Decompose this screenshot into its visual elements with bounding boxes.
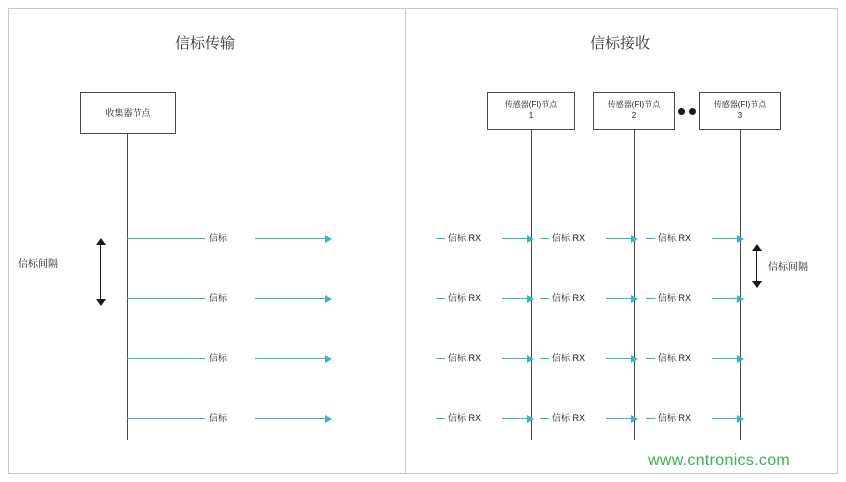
rx-line-segment — [540, 418, 549, 419]
timeline-sensor-1 — [531, 130, 532, 440]
rx-line-segment — [712, 298, 738, 299]
rx-line-segment — [606, 298, 632, 299]
rx-line-segment — [646, 298, 655, 299]
timeline-collector — [127, 134, 128, 440]
beacon-row — [127, 412, 332, 426]
node-sensor-2-label: 传感器(FI)节点 — [607, 100, 661, 110]
rx-line-segment — [436, 298, 445, 299]
ellipsis-dots-icon — [678, 108, 696, 115]
panel-divider — [405, 8, 406, 474]
beacon-line-segment — [127, 298, 205, 299]
node-sensor-3-index: 3 — [737, 111, 743, 120]
rx-arrow-icon — [527, 235, 534, 243]
rx-line-segment — [646, 238, 655, 239]
rx-cell — [646, 232, 750, 246]
rx-arrow-icon — [737, 355, 744, 363]
rx-cell — [436, 292, 540, 306]
beacon-line-segment — [127, 358, 205, 359]
rx-line-segment — [646, 358, 655, 359]
beacon-row — [127, 292, 332, 306]
arrow-down-icon — [752, 281, 762, 288]
interval-shaft — [756, 249, 757, 283]
beacon-arrow-icon — [325, 415, 332, 423]
beacon-interval-arrow-left — [96, 238, 106, 306]
beacon-label: 信标 — [209, 353, 228, 363]
rx-label: 信标 RX — [658, 233, 692, 243]
rx-label: 信标 RX — [552, 353, 586, 363]
rx-line-segment — [712, 358, 738, 359]
rx-arrow-icon — [631, 235, 638, 243]
beacon-line-segment — [255, 358, 327, 359]
rx-label: 信标 RX — [552, 413, 586, 423]
beacon-row — [127, 352, 332, 366]
rx-arrow-icon — [737, 295, 744, 303]
beacon-interval-arrow-right — [752, 244, 762, 288]
rx-arrow-icon — [527, 415, 534, 423]
beacon-line-segment — [127, 238, 205, 239]
rx-line-segment — [540, 358, 549, 359]
panel-title-left: 信标传输 — [174, 35, 235, 52]
rx-label: 信标 RX — [448, 293, 482, 303]
beacon-arrow-icon — [325, 355, 332, 363]
rx-arrow-icon — [527, 295, 534, 303]
rx-label: 信标 RX — [448, 353, 482, 363]
node-sensor-2 — [593, 92, 675, 130]
panel-title-right: 信标接收 — [589, 35, 650, 52]
rx-line-segment — [540, 298, 549, 299]
timeline-sensor-3 — [740, 130, 741, 440]
beacon-interval-label-left: 信标间隔 — [18, 259, 58, 270]
rx-cell — [540, 292, 644, 306]
beacon-label: 信标 — [209, 293, 228, 303]
node-sensor-3 — [699, 92, 781, 130]
rx-arrow-icon — [631, 295, 638, 303]
rx-arrow-icon — [631, 355, 638, 363]
rx-arrow-icon — [737, 415, 744, 423]
rx-cell — [646, 412, 750, 426]
rx-cell — [540, 352, 644, 366]
rx-line-segment — [502, 298, 528, 299]
rx-line-segment — [712, 418, 738, 419]
beacon-line-segment — [127, 418, 205, 419]
rx-arrow-icon — [631, 415, 638, 423]
rx-line-segment — [540, 238, 549, 239]
node-collector-label: 收集器节点 — [105, 107, 151, 118]
rx-line-segment — [606, 418, 632, 419]
arrow-up-icon — [96, 238, 106, 245]
rx-cell — [436, 412, 540, 426]
rx-label: 信标 RX — [658, 293, 692, 303]
rx-line-segment — [606, 358, 632, 359]
rx-line-segment — [436, 238, 445, 239]
rx-line-segment — [502, 418, 528, 419]
watermark: www.cntronics.com — [648, 452, 791, 469]
beacon-line-segment — [255, 418, 327, 419]
rx-cell — [540, 232, 644, 246]
rx-line-segment — [502, 238, 528, 239]
arrow-up-icon — [752, 244, 762, 251]
node-sensor-3-label: 传感器(FI)节点 — [713, 100, 767, 110]
node-sensor-1 — [487, 92, 575, 130]
rx-label: 信标 RX — [448, 233, 482, 243]
rx-label: 信标 RX — [658, 413, 692, 423]
beacon-label: 信标 — [209, 413, 228, 423]
rx-line-segment — [502, 358, 528, 359]
arrow-down-icon — [96, 299, 106, 306]
interval-shaft — [100, 243, 101, 301]
beacon-interval-label-right: 信标间隔 — [768, 262, 808, 273]
node-collector — [80, 92, 176, 134]
rx-line-segment — [606, 238, 632, 239]
rx-label: 信标 RX — [658, 353, 692, 363]
rx-cell — [436, 352, 540, 366]
rx-arrow-icon — [737, 235, 744, 243]
rx-line-segment — [712, 238, 738, 239]
beacon-arrow-icon — [325, 295, 332, 303]
rx-label: 信标 RX — [552, 293, 586, 303]
rx-cell — [436, 232, 540, 246]
rx-cell — [540, 412, 644, 426]
timeline-sensor-2 — [634, 130, 635, 440]
rx-line-segment — [646, 418, 655, 419]
rx-arrow-icon — [527, 355, 534, 363]
rx-cell — [646, 352, 750, 366]
beacon-line-segment — [255, 298, 327, 299]
rx-label: 信标 RX — [552, 233, 586, 243]
node-sensor-2-index: 2 — [631, 111, 637, 120]
beacon-label: 信标 — [209, 233, 228, 243]
beacon-arrow-icon — [325, 235, 332, 243]
rx-label: 信标 RX — [448, 413, 482, 423]
node-sensor-1-index: 1 — [528, 111, 534, 120]
node-sensor-1-label: 传感器(FI)节点 — [504, 100, 558, 110]
rx-line-segment — [436, 418, 445, 419]
beacon-row — [127, 232, 332, 246]
rx-cell — [646, 292, 750, 306]
beacon-line-segment — [255, 238, 327, 239]
rx-line-segment — [436, 358, 445, 359]
